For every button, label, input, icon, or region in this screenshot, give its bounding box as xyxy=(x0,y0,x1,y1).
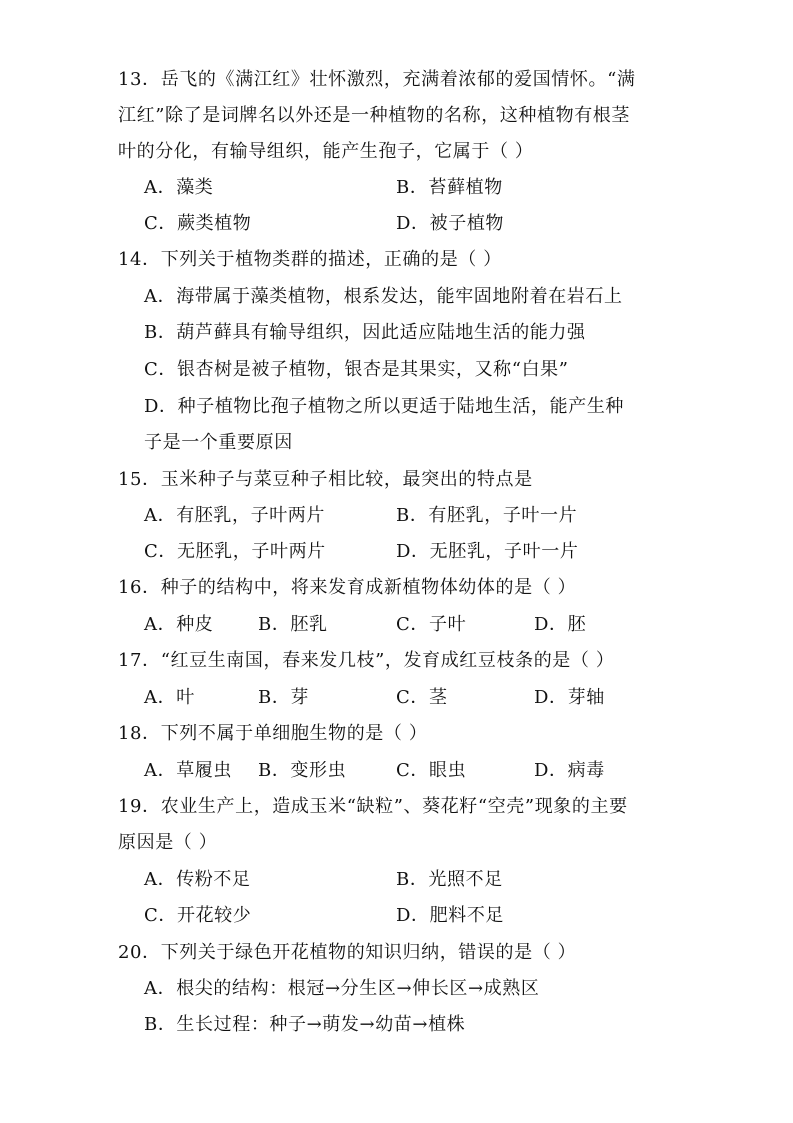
question-19-line-1: 19．农业生产上，造成玉米“缺粒”、葵花籽“空壳”现象的主要 xyxy=(118,796,628,817)
question-17-option-c: C．茎 xyxy=(396,687,448,708)
question-17-option-d: D．芽轴 xyxy=(534,687,605,708)
question-15-option-b: B．有胚乳，子叶一片 xyxy=(396,505,578,526)
question-14-option-b: B．葫芦藓具有输导组织，因此适应陆地生活的能力强 xyxy=(144,322,586,343)
question-17-option-b: B．芽 xyxy=(258,687,310,708)
question-19-option-d: D．肥料不足 xyxy=(396,905,505,926)
question-15-option-a: A．有胚乳，子叶两片 xyxy=(144,505,325,526)
question-18-option-b: B．变形虫 xyxy=(258,760,347,781)
question-13-line-2: 江红”除了是词牌名以外还是一种植物的名称，这种植物有根茎 xyxy=(118,105,630,126)
question-13-line-3: 叶的分化，有输导组织，能产生孢子，它属于（ ） xyxy=(118,141,534,162)
question-18-option-a: A．草履虫 xyxy=(144,760,232,781)
question-14-option-c: C．银杏树是被子植物，银杏是其果实，又称“白果” xyxy=(144,359,569,380)
question-16-option-a: A．种皮 xyxy=(144,614,214,635)
question-18-line-1: 18．下列不属于单细胞生物的是（ ） xyxy=(118,723,428,744)
question-20-option-a: A．根尖的结构：根冠→分生区→伸长区→成熟区 xyxy=(144,978,540,999)
question-16-line-1: 16．种子的结构中，将来发育成新植物体幼体的是（ ） xyxy=(118,577,577,598)
question-14-option-d: D．种子植物比孢子植物之所以更适于陆地生活，能产生种 xyxy=(144,396,625,417)
question-20-line-1: 20．下列关于绿色开花植物的知识归纳，错误的是（ ） xyxy=(118,942,577,963)
question-16-option-b: B．胚乳 xyxy=(258,614,328,635)
question-18-option-c: C．眼虫 xyxy=(396,760,467,781)
question-14-option-a: A．海带属于藻类植物，根系发达，能牢固地附着在岩石上 xyxy=(144,286,623,307)
question-15-option-d: D．无胚乳，子叶一片 xyxy=(396,541,579,562)
question-13-line-1: 13．岳飞的《满江红》壮怀激烈，充满着浓郁的爱国情怀。“满 xyxy=(118,69,636,90)
question-19-option-c: C．开花较少 xyxy=(144,905,252,926)
question-14-line-1: 14．下列关于植物类群的描述，正确的是（ ） xyxy=(118,249,502,270)
question-16-option-d: D．胚 xyxy=(534,614,587,635)
question-15-line-1: 15．玉米种子与菜豆种子相比较，最突出的特点是 xyxy=(118,469,533,490)
question-19-option-b: B．光照不足 xyxy=(396,869,503,890)
question-19-line-2: 原因是（ ） xyxy=(118,832,218,853)
question-16-option-c: C．子叶 xyxy=(396,614,467,635)
question-13-option-c: C．蕨类植物 xyxy=(144,213,252,234)
question-15-option-c: C．无胚乳，子叶两片 xyxy=(144,541,326,562)
question-14-option-d-cont: 子是一个重要原因 xyxy=(144,432,293,453)
question-18-option-d: D．病毒 xyxy=(534,760,605,781)
question-19-option-a: A．传粉不足 xyxy=(144,869,251,890)
question-17-option-a: A．叶 xyxy=(144,687,195,708)
question-13-option-b: B．苔藓植物 xyxy=(396,177,503,198)
question-13-option-a: A．藻类 xyxy=(144,177,214,198)
question-13-option-d: D．被子植物 xyxy=(396,213,505,234)
question-20-option-b: B．生长过程：种子→萌发→幼苗→植株 xyxy=(144,1014,466,1035)
question-17-line-1: 17．“红豆生南国，春来发几枝”，发育成红豆枝条的是（ ） xyxy=(118,650,615,671)
